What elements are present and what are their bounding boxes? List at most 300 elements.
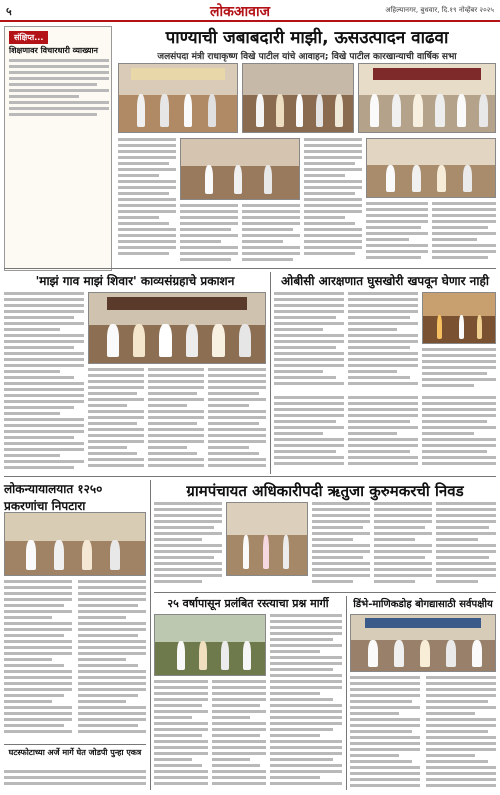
text-line	[4, 322, 84, 325]
text-line	[436, 514, 496, 517]
text-line	[270, 668, 333, 671]
story3-photo	[422, 292, 496, 344]
text-line	[154, 686, 208, 689]
divider	[4, 268, 496, 269]
text-line	[270, 782, 342, 785]
story6-body-col-3	[212, 680, 266, 790]
sidebar-tag: संक्षिप्त...	[9, 31, 48, 44]
lead-photo-5	[366, 138, 496, 198]
text-line	[312, 526, 363, 529]
text-line	[422, 348, 496, 351]
text-line	[304, 240, 362, 243]
text-line	[242, 246, 300, 249]
lead-photo-4	[180, 138, 300, 200]
text-line	[154, 520, 222, 523]
text-line	[154, 568, 222, 571]
text-line	[274, 426, 344, 429]
text-line	[432, 250, 496, 253]
sidebar-headline: शिक्षणावर विचारधारी व्याख्यान	[9, 46, 98, 55]
text-line	[208, 386, 266, 389]
text-line	[208, 458, 266, 461]
text-line	[78, 730, 146, 733]
text-line	[350, 772, 420, 775]
text-line	[348, 382, 418, 385]
text-line	[78, 688, 146, 691]
text-line	[118, 192, 169, 195]
text-line	[180, 246, 238, 249]
text-line	[312, 532, 370, 535]
text-line	[154, 698, 208, 701]
text-line	[78, 724, 138, 727]
text-line	[148, 464, 204, 467]
divider	[4, 744, 146, 745]
text-line	[348, 358, 418, 361]
text-line	[118, 234, 176, 237]
text-line	[312, 502, 370, 505]
text-line	[270, 692, 320, 695]
text-line	[312, 544, 370, 547]
text-line	[88, 452, 137, 455]
text-line	[78, 700, 126, 703]
text-line	[348, 370, 397, 373]
divider	[4, 476, 496, 477]
text-line	[348, 426, 418, 429]
text-line	[348, 292, 418, 295]
text-line	[212, 782, 266, 785]
lead-body-col-5	[366, 202, 428, 264]
text-line	[208, 410, 266, 413]
text-line	[154, 680, 208, 683]
story5-headline: ग्रामपंचायत अधिकारीपदी ऋतुजा कुरुमकरची निवड	[186, 482, 464, 500]
text-line	[242, 228, 293, 231]
text-line	[118, 174, 159, 177]
text-line	[154, 710, 208, 713]
text-line	[4, 298, 84, 301]
text-line	[154, 574, 222, 577]
masthead	[0, 0, 500, 22]
story2-body-col-4	[208, 368, 266, 472]
text-line	[4, 454, 60, 457]
text-line	[118, 144, 176, 147]
text-line	[432, 202, 496, 205]
text-line	[4, 724, 64, 727]
text-line	[422, 450, 487, 453]
text-line	[4, 688, 72, 691]
text-line	[426, 688, 496, 691]
text-line	[208, 398, 266, 401]
text-line	[426, 718, 496, 721]
text-line	[304, 234, 362, 237]
text-line	[270, 686, 342, 689]
text-line	[426, 712, 475, 715]
text-line	[348, 432, 397, 435]
text-line	[9, 59, 109, 62]
text-line	[350, 676, 420, 679]
text-line	[154, 734, 202, 737]
text-line	[180, 216, 238, 219]
text-line	[436, 532, 496, 535]
text-line	[4, 394, 84, 397]
divider	[154, 592, 496, 593]
text-line	[78, 718, 146, 721]
story7-body-col-1	[350, 676, 420, 790]
text-line	[270, 740, 342, 743]
text-line	[436, 544, 496, 547]
text-line	[4, 436, 74, 439]
text-line	[118, 216, 159, 219]
text-line	[350, 736, 420, 739]
text-line	[180, 228, 231, 231]
text-line	[78, 670, 146, 673]
text-line	[88, 410, 144, 413]
text-line	[422, 366, 496, 369]
text-line	[348, 322, 418, 325]
text-line	[212, 758, 250, 761]
text-line	[4, 400, 84, 403]
story6-headline: २५ वर्षापासून प्रलंबित रस्त्याचा प्रश्न मार्गी	[167, 597, 329, 610]
text-line	[148, 422, 197, 425]
text-line	[4, 628, 72, 631]
story6-body-col-2	[154, 680, 208, 790]
lead-photo-2	[242, 63, 354, 133]
text-line	[374, 538, 415, 541]
story5-photo	[226, 502, 308, 576]
text-line	[154, 544, 222, 547]
text-line	[9, 107, 109, 110]
text-line	[422, 414, 496, 417]
text-line	[118, 240, 176, 243]
text-line	[270, 620, 342, 623]
text-line	[426, 772, 496, 775]
text-line	[348, 456, 418, 459]
text-line	[88, 440, 144, 443]
text-line	[148, 452, 197, 455]
text-line	[426, 736, 496, 739]
text-line	[274, 420, 336, 423]
text-line	[426, 694, 496, 697]
text-line	[4, 406, 74, 409]
text-line	[4, 382, 84, 385]
text-line	[4, 652, 72, 655]
text-line	[350, 730, 412, 733]
text-line	[270, 650, 320, 653]
text-line	[208, 452, 259, 455]
text-line	[274, 414, 344, 417]
text-line	[154, 722, 208, 725]
story5-body-col-2	[312, 502, 370, 588]
text-line	[154, 728, 208, 731]
text-line	[436, 562, 496, 565]
text-line	[212, 710, 266, 713]
text-line	[78, 658, 126, 661]
text-line	[118, 138, 176, 141]
text-line	[4, 460, 84, 463]
text-line	[274, 364, 344, 367]
lead-body-col-4	[304, 138, 362, 263]
text-line	[4, 782, 146, 785]
text-line	[270, 770, 342, 773]
text-line	[348, 304, 418, 307]
text-line	[304, 138, 362, 141]
text-line	[154, 740, 208, 743]
text-line	[312, 580, 353, 583]
text-line	[9, 71, 109, 74]
text-line	[304, 192, 355, 195]
text-line	[4, 310, 84, 313]
lead-body-col-3	[242, 204, 300, 264]
text-line	[154, 716, 192, 719]
text-line	[350, 748, 420, 751]
story6-body-col-1	[270, 614, 342, 790]
story3-body-col-1	[274, 292, 344, 392]
text-line	[350, 700, 412, 703]
text-line	[88, 368, 144, 371]
text-line	[242, 234, 300, 237]
text-line	[208, 434, 266, 437]
story7-photo	[350, 614, 496, 672]
text-line	[436, 556, 489, 559]
text-line	[432, 238, 477, 241]
text-line	[274, 304, 344, 307]
text-line	[148, 446, 187, 449]
text-line	[88, 380, 144, 383]
text-line	[180, 222, 238, 225]
story5-body-col-1	[154, 502, 222, 588]
story2-headline: 'माझं गाव माझं शिवार' काव्यसंग्रहाचे प्रकाशन	[35, 274, 235, 288]
text-line	[366, 244, 428, 247]
text-line	[274, 334, 344, 337]
text-line	[436, 538, 478, 541]
text-line	[148, 392, 197, 395]
text-line	[4, 770, 146, 773]
text-line	[426, 742, 496, 745]
text-line	[208, 368, 266, 371]
text-line	[348, 450, 410, 453]
text-line	[270, 734, 320, 737]
text-line	[436, 580, 478, 583]
text-line	[180, 240, 221, 243]
text-line	[348, 462, 418, 465]
text-line	[350, 778, 420, 781]
text-line	[4, 598, 72, 601]
text-line	[274, 432, 323, 435]
text-line	[148, 386, 204, 389]
text-line	[422, 444, 496, 447]
story4-headline: लोकन्यायालयात १२५० प्रकरणांचा निपटारा	[4, 482, 103, 513]
text-line	[78, 616, 126, 619]
text-line	[4, 718, 72, 721]
text-line	[312, 562, 370, 565]
text-line	[312, 550, 370, 553]
text-line	[270, 746, 342, 749]
story8-body	[4, 770, 146, 792]
text-line	[4, 712, 72, 715]
text-line	[274, 298, 344, 301]
text-line	[118, 210, 176, 213]
text-line	[312, 556, 363, 559]
text-line	[348, 316, 410, 319]
text-line	[4, 442, 84, 445]
text-line	[426, 754, 475, 757]
text-line	[350, 754, 399, 757]
text-line	[366, 238, 409, 241]
text-line	[350, 694, 420, 697]
text-line	[154, 532, 222, 535]
text-line	[350, 760, 412, 763]
text-line	[426, 784, 496, 787]
text-line	[270, 776, 320, 779]
text-line	[270, 752, 342, 755]
text-line	[154, 562, 222, 565]
text-line	[270, 656, 342, 659]
text-line	[9, 65, 109, 68]
text-line	[180, 204, 238, 207]
text-line	[422, 408, 496, 411]
text-line	[118, 180, 176, 183]
text-line	[208, 464, 266, 467]
text-line	[208, 440, 266, 443]
text-line	[348, 444, 418, 447]
text-line	[4, 430, 84, 433]
text-line	[208, 392, 259, 395]
text-line	[88, 386, 144, 389]
text-line	[426, 778, 496, 781]
text-line	[9, 101, 109, 104]
text-line	[212, 728, 266, 731]
text-line	[304, 162, 355, 165]
text-line	[88, 422, 137, 425]
text-line	[208, 374, 266, 377]
text-line	[374, 532, 432, 535]
text-line	[304, 222, 355, 225]
text-line	[348, 376, 410, 379]
text-line	[212, 770, 266, 773]
text-line	[274, 450, 336, 453]
text-line	[348, 340, 418, 343]
text-line	[118, 156, 176, 159]
text-line	[212, 716, 250, 719]
text-line	[154, 776, 208, 779]
text-line	[348, 328, 397, 331]
text-line	[154, 692, 208, 695]
text-line	[348, 364, 418, 367]
text-line	[350, 742, 420, 745]
story8-headline: घटस्फोटाच्या अर्जे मार्गे घेत जोडपी पुन्हा एकत्र	[8, 748, 142, 757]
text-line	[212, 734, 260, 737]
sidebar-body-text	[9, 59, 109, 119]
lead-body-col-1	[118, 138, 176, 263]
lead-subheadline: जलसंपदा मंत्री राधाकृष्ण विखे पाटील यांचे आवाहन; विखे पाटील कारखान्याची वार्षिक सभा	[157, 52, 457, 62]
text-line	[436, 568, 496, 571]
text-line	[436, 508, 496, 511]
text-line	[4, 316, 74, 319]
text-line	[270, 674, 342, 677]
text-line	[154, 752, 208, 755]
text-line	[154, 514, 222, 517]
text-line	[154, 764, 202, 767]
text-line	[4, 448, 84, 451]
text-line	[148, 458, 204, 461]
text-line	[4, 388, 84, 391]
text-line	[154, 502, 222, 505]
text-line	[312, 520, 370, 523]
text-line	[78, 652, 146, 655]
text-line	[4, 634, 64, 637]
text-line	[148, 380, 204, 383]
text-line	[274, 382, 344, 385]
text-line	[78, 640, 146, 643]
text-line	[4, 586, 72, 589]
text-line	[212, 740, 266, 743]
text-line	[4, 706, 72, 709]
column-divider	[270, 272, 271, 474]
text-line	[422, 438, 496, 441]
text-line	[78, 586, 146, 589]
text-line	[436, 550, 496, 553]
text-line	[242, 240, 283, 243]
text-line	[148, 416, 204, 419]
text-line	[4, 616, 52, 619]
text-line	[366, 208, 428, 211]
text-line	[154, 758, 192, 761]
text-line	[88, 458, 144, 461]
text-line	[274, 376, 336, 379]
text-line	[374, 580, 415, 583]
text-line	[374, 568, 432, 571]
text-line	[208, 380, 266, 383]
text-line	[212, 698, 266, 701]
text-line	[4, 424, 84, 427]
text-line	[374, 514, 432, 517]
text-line	[88, 434, 144, 437]
text-line	[432, 256, 488, 259]
text-line	[9, 113, 97, 116]
text-line	[78, 682, 146, 685]
text-line	[212, 704, 260, 707]
text-line	[118, 204, 176, 207]
text-line	[350, 766, 420, 769]
lead-headline: पाण्याची जबाबदारी माझी, ऊसउत्पादन वाढवा	[165, 28, 449, 48]
text-line	[4, 682, 72, 685]
text-line	[154, 526, 214, 529]
text-line	[242, 216, 300, 219]
text-line	[78, 580, 146, 583]
text-line	[274, 328, 323, 331]
text-line	[242, 252, 300, 255]
text-line	[426, 682, 496, 685]
text-line	[78, 676, 146, 679]
text-line	[274, 316, 336, 319]
text-line	[426, 706, 496, 709]
text-line	[426, 676, 496, 679]
text-line	[304, 216, 345, 219]
text-line	[78, 628, 146, 631]
text-line	[270, 710, 342, 713]
text-line	[88, 446, 127, 449]
story5-body-col-4	[436, 502, 496, 588]
story4-body-col-1	[4, 580, 72, 740]
text-line	[212, 746, 266, 749]
text-line	[118, 246, 176, 249]
text-line	[422, 354, 496, 357]
text-line	[304, 198, 362, 201]
text-line	[304, 228, 362, 231]
story7-body-col-2	[426, 676, 496, 790]
text-line	[270, 758, 333, 761]
column-divider	[150, 480, 151, 790]
text-line	[274, 340, 344, 343]
text-line	[242, 258, 293, 261]
